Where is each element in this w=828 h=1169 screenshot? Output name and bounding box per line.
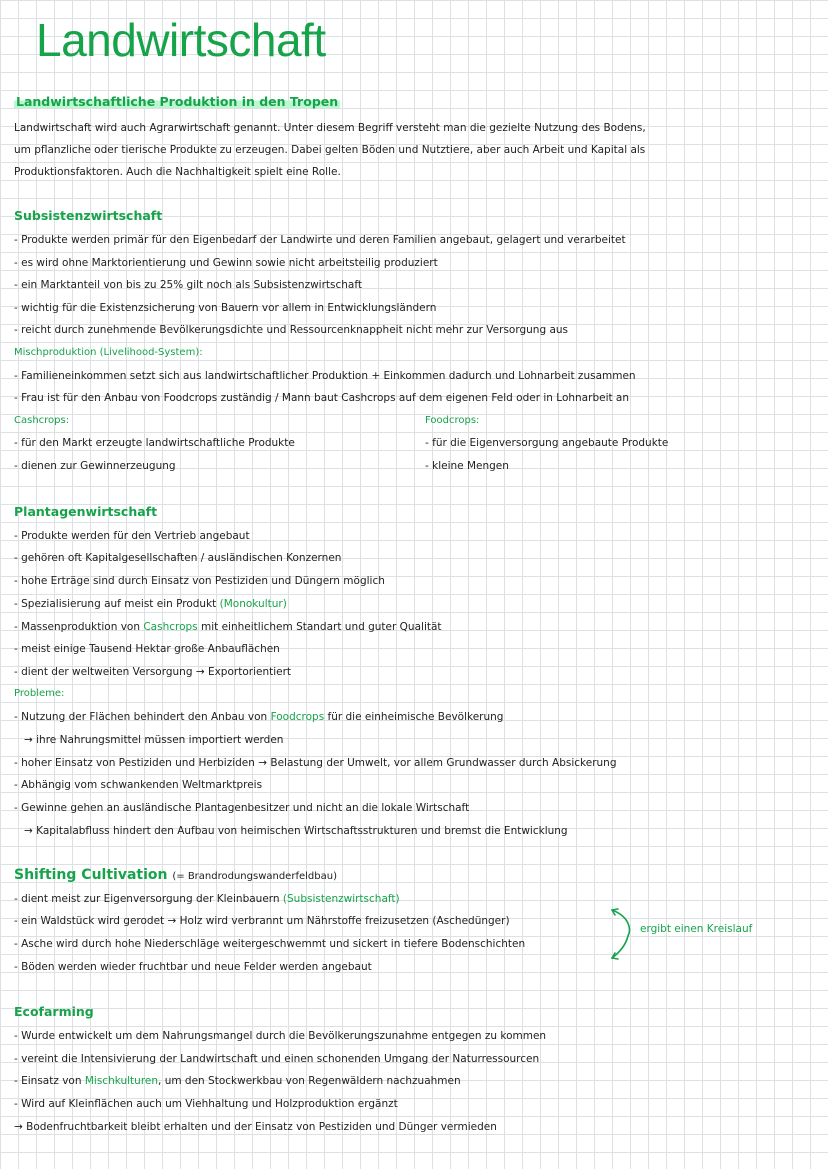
list-item: - ein Waldstück wird gerodet → Holz wird verbrannt um Nährstoffe freizusetzen (Aschedünger) [14, 915, 510, 927]
page-title: Landwirtschaft [36, 14, 326, 66]
section-heading-ecofarming: Ecofarming [14, 1004, 94, 1019]
list-item: - vereint die Intensivierung der Landwirtschaft und einen schonenden Umgang der Naturressourcen [14, 1053, 540, 1065]
list-item: - wichtig für die Existenzsicherung von Bauern vor allem in Entwicklungsländern [14, 302, 437, 314]
list-item: - für den Markt erzeugte landwirtschaftliche Produkte [14, 437, 295, 449]
list-item: - Abhängig vom schwankenden Weltmarktpreis [14, 779, 263, 791]
subheading-cashcrops: Cashcrops: [14, 415, 70, 426]
list-item: - Frau ist für den Anbau von Foodcrops zuständig / Mann baut Cashcrops auf dem eigenen Feld oder in Lohnarbeit an [14, 392, 630, 404]
cycle-brace-icon [606, 906, 636, 962]
list-item: - hoher Einsatz von Pestiziden und Herbiziden → Belastung der Umwelt, vor allem Grundwasser durch Absickerung [14, 757, 617, 769]
list-item: - meist einige Tausend Hektar große Anbauflächen [14, 643, 280, 655]
list-item: - kleine Mengen [425, 460, 509, 472]
list-item: - Gewinne gehen an ausländische Plantagenbesitzer und nicht an die lokale Wirtschaft [14, 802, 470, 814]
section-heading-plantagen: Plantagenwirtschaft [14, 504, 158, 519]
list-item: - Familieneinkommen setzt sich aus landwirtschaftlicher Produktion + Einkommen dadurch und Lohnarbeit zusammen [14, 370, 636, 382]
list-item: - reicht durch zunehmende Bevölkerungsdichte und Ressourcenknappheit nicht mehr zur Versorgung aus [14, 324, 569, 336]
list-item: - dient der weltweiten Versorgung → Exportorientiert [14, 666, 292, 678]
list-item: - Einsatz von Mischkulturen, um den Stockwerkbau von Regenwäldern nachzuahmen [14, 1075, 461, 1087]
subheading-foodcrops: Foodcrops: [425, 415, 480, 426]
list-item: - Wurde entwickelt um dem Nahrungsmangel durch die Bevölkerungszunahme entgegen zu kommen [14, 1030, 547, 1042]
list-item: - Böden werden wieder fruchtbar und neue Felder werden angebaut [14, 961, 372, 973]
section-heading-shifting: Shifting Cultivation (= Brandrodungswanderfeldbau) [14, 867, 337, 883]
list-item: - ein Marktanteil von bis zu 25% gilt noch als Subsistenzwirtschaft [14, 279, 362, 291]
cycle-note: ergibt einen Kreislauf [640, 923, 753, 935]
list-item: - Produkte werden primär für den Eigenbedarf der Landwirte und deren Familien angebaut, gelagert und verarbeitet [14, 234, 626, 246]
intro-line: um pflanzliche oder tierische Produkte zu erzeugen. Dabei gelten Böden und Nutztiere, aber auch Arbeit und Kapital als [14, 144, 646, 156]
list-item: → Kapitalabfluss hindert den Aufbau von heimischen Wirtschaftsstrukturen und bremst die Entwicklung [24, 825, 568, 837]
intro-line: Landwirtschaft wird auch Agrarwirtschaft genannt. Unter diesem Begriff versteht man die gezielte Nutzung des Bodens, [14, 122, 646, 134]
section-heading-subsistenz: Subsistenzwirtschaft [14, 208, 163, 223]
list-item: - es wird ohne Marktorientierung und Gewinn sowie nicht arbeitsteilig produziert [14, 257, 438, 269]
list-item: - Spezialisierung auf meist ein Produkt (Monokultur) [14, 598, 287, 610]
list-item: - Nutzung der Flächen behindert den Anbau von Foodcrops für die einheimische Bevölkerung [14, 711, 504, 723]
list-item: - Asche wird durch hohe Niederschläge weitergeschwemmt und sickert in tiefere Bodenschichten [14, 938, 526, 950]
intro-line: Produktionsfaktoren. Auch die Nachhaltigkeit spielt eine Rolle. [14, 166, 341, 178]
list-item: - Massenproduktion von Cashcrops mit einheitlichem Standart und guter Qualität [14, 621, 442, 633]
subheading-mischproduktion: Mischproduktion (Livelihood-System): [14, 347, 203, 358]
list-item: - Wird auf Kleinflächen auch um Viehhaltung und Holzproduktion ergänzt [14, 1098, 398, 1110]
list-item: - gehören oft Kapitalgesellschaften / ausländischen Konzernen [14, 552, 342, 564]
list-item: → ihre Nahrungsmittel müssen importiert werden [24, 734, 284, 746]
list-item: - dient meist zur Eigenversorgung der Kleinbauern (Subsistenzwirtschaft) [14, 893, 400, 905]
list-item: - dienen zur Gewinnerzeugung [14, 460, 176, 472]
subheading-probleme: Probleme: [14, 688, 65, 699]
section-heading-tropen: Landwirtschaftliche Produktion in den Tropen [16, 94, 339, 109]
list-item: - Produkte werden für den Vertrieb angebaut [14, 530, 250, 542]
list-item: - für die Eigenversorgung angebaute Produkte [425, 437, 669, 449]
list-item: - hohe Erträge sind durch Einsatz von Pestiziden und Düngern möglich [14, 575, 385, 587]
list-item: → Bodenfruchtbarkeit bleibt erhalten und der Einsatz von Pestiziden und Dünger vermieden [14, 1121, 497, 1133]
